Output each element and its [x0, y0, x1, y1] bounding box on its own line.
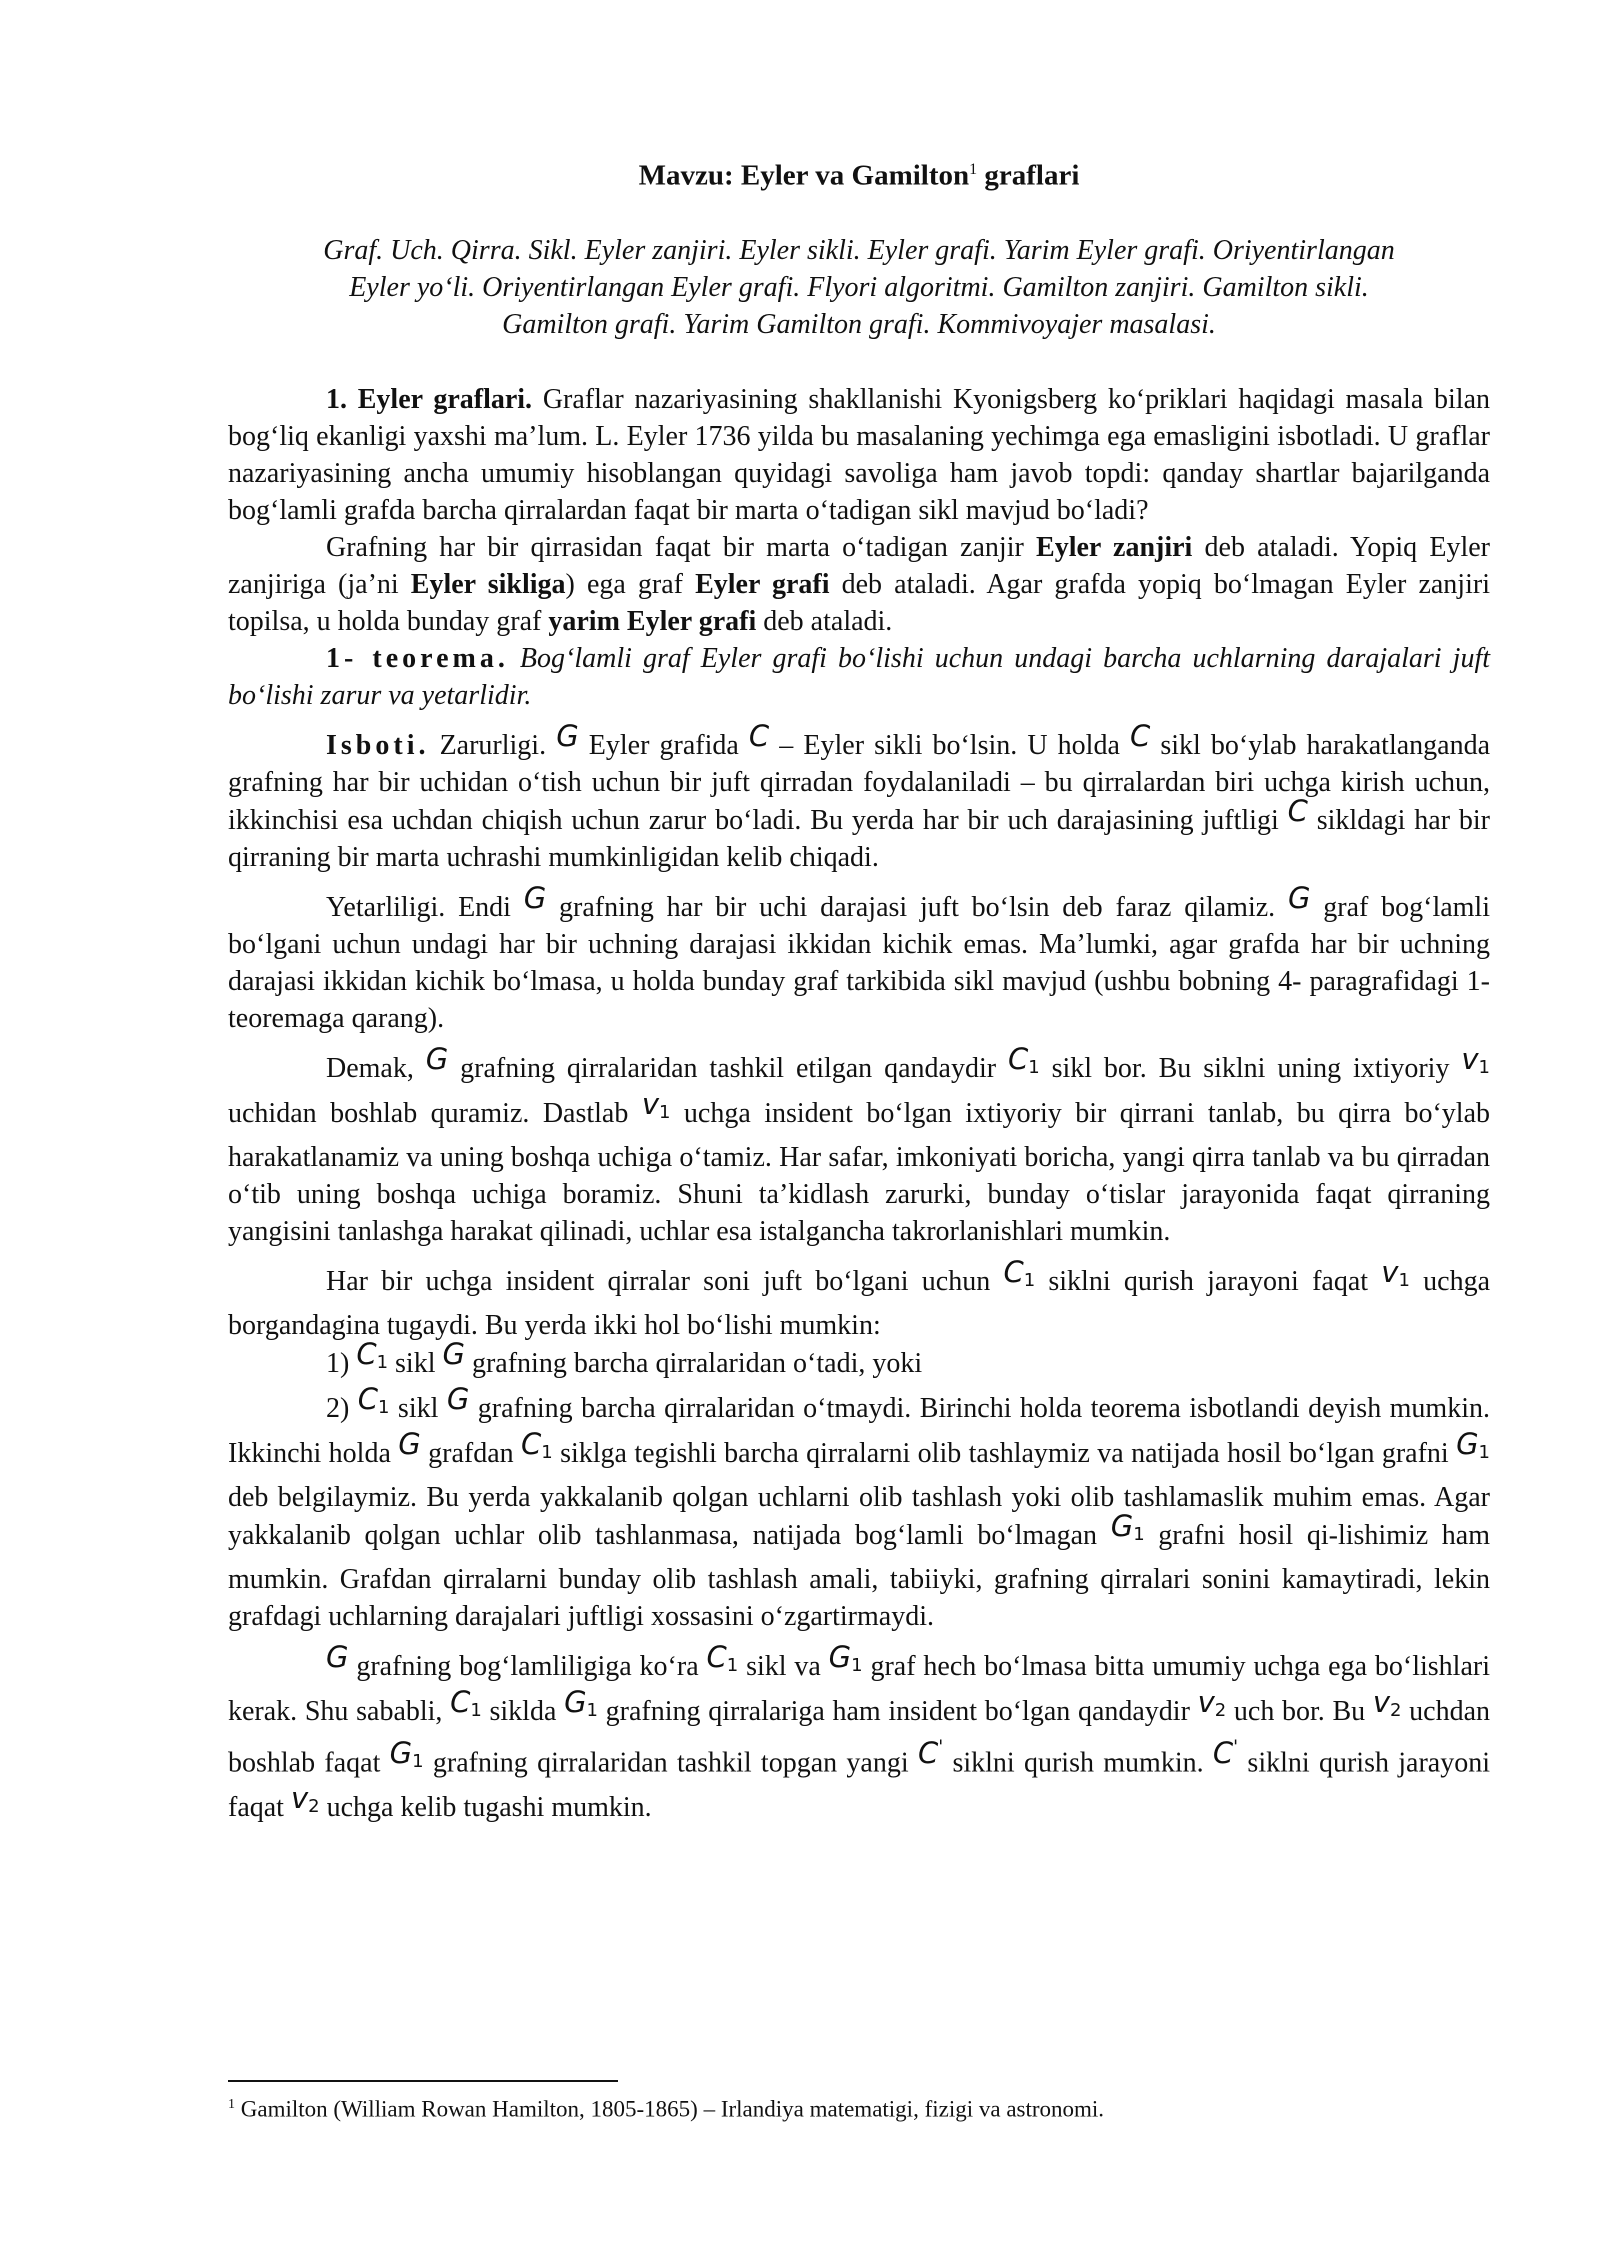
math-symbol: $v_1$ — [1381, 1254, 1410, 1291]
har-paragraph: Har bir uchga insident qirralar soni juft bo‘lgani uchun $C_1$ siklni qurish jarayoni faqat $v_1$ uchga borgandagina tugaydi. Bu yerda ikki hol bo‘lishi mumkin: — [228, 1254, 1491, 1341]
math-symbol: G — [442, 1336, 465, 1371]
math-symbol: $C_1$ — [357, 1381, 390, 1418]
page-title: Mavzu: Eyler va Gamilton$^1$ graflari — [638, 159, 1080, 192]
math-symbol: $v_2$ — [1197, 1684, 1227, 1721]
math-symbol: C — [1287, 793, 1308, 828]
math-symbol: G — [523, 880, 547, 915]
math-symbol: G — [398, 1426, 421, 1461]
keywords-line: Eyler yo‘li. Oriyentirlangan Eyler grafi. Flyori algoritmi. Gamilton zanjiri. Gamilton sikli. — [349, 271, 1369, 303]
footnote: $^1$ Gamilton (William Rowan Hamilton, 1805-1865) – Irlandiya matematigi, fizigi va astronomi. — [228, 2096, 1105, 2122]
math-symbol: G — [556, 718, 579, 753]
last-paragraph: G grafning bog‘lamliligiga ko‘ra $C_1$ sikl va $G_1$ graf hech bo‘lmasa bitta umumiy uchga ega bo‘lishlari kerak. Shu sababli, $C_1$ siklda $G_1$ grafning qirralariga ham insident bo‘lgan qandaydir $v_2$ uch bor. Bu $v_2$ uchdan boshlab faqat $G_1$ grafning qirralaridan tashkil topgan yangi C' siklni qurish mumkin. C' siklni qurish jarayoni faqat $v_2$ uchga kelib tugashi mumkin. — [228, 1639, 1491, 1824]
math-symbol: C — [1130, 718, 1151, 753]
math-symbol: $G_1$ — [828, 1639, 863, 1676]
keywords-line: Gamilton grafi. Yarim Gamilton grafi. Kommivoyajer masalasi. — [502, 308, 1216, 340]
theorem-label: 1- teorema. — [326, 642, 509, 674]
math-symbol: $C_1$ — [1003, 1254, 1036, 1291]
section-1-paragraph: 1. Eyler graflari. Graflar nazariyasining shakllanishi Kyonigsberg ko‘priklari haqidagi masala bilan bog‘liq ekanligi yaxshi ma’lum. L. Eyler 1736 yilda bu masalaning yechimga ega emasligini isbotladi. U graflar nazariyasining ancha umumiy hisoblangan quyidagi savoliga ham javob topdi: qanday shartlar bajarilganda bog‘lamli grafda barcha qirralardan faqat bir marta o‘tadigan sikl mavjud bo‘ladi? — [228, 383, 1490, 526]
math-symbol: C' — [1212, 1736, 1239, 1771]
sufficiency-paragraph: Yetarliligi. Endi G grafning har bir uchi darajasi juft bo‘lsin deb faraz qilamiz. G graf bog‘lamli bo‘lgani uchun undagi har bir uchning darajasi ikkidan kichik emas. Ma’lumki, agar grafda har bir uchning darajasi ikkidan kichik bo‘lmasa, u holda bunday graf tarkibida sikl mavjud (ushbu bobning 4- paragrafidagi 1- teoremaga qarang). — [228, 880, 1490, 1034]
math-symbol: $G_1$ — [389, 1736, 424, 1773]
math-symbol: G — [425, 1041, 449, 1076]
keywords — [228, 232, 1490, 343]
section-heading: 1. Eyler graflari. — [326, 383, 533, 415]
case-1: 1) $C_1$ sikl G grafning barcha qirralaridan o‘tadi, yoki — [326, 1336, 923, 1379]
math-symbol: $C_1$ — [1007, 1041, 1040, 1078]
footnote-divider — [228, 2080, 618, 2082]
math-symbol: $G_1$ — [1110, 1508, 1145, 1545]
math-symbol: $G_1$ — [564, 1684, 598, 1721]
math-symbol: $v_2$ — [290, 1781, 320, 1818]
math-symbol: $C_1$ — [521, 1426, 553, 1463]
math-symbol: $C_1$ — [706, 1639, 739, 1676]
math-symbol: $v_1$ — [1461, 1041, 1490, 1078]
math-symbol: $v_2$ — [1372, 1684, 1402, 1721]
proof-paragraph: Isboti. Zarurligi. G Eyler grafida C – Eyler sikli bo‘lsin. U holda C sikl bo‘ylab harakatlanganda grafning har bir uchidan o‘tish uchun bir juft qirradan foydalaniladi – bu qirralardan biri uchga kirish uchun, ikkinchisi esa uchdan chiqish uchun zarur bo‘ladi. Bu yerda har bir uch darajasining juftligi C sikldagi har bir qirraning bir marta uchrashi mumkinligidan kelib chiqadi. — [228, 718, 1491, 873]
math-symbol: G — [326, 1639, 349, 1674]
proof-label: Isboti. — [326, 729, 430, 761]
math-symbol: $C_1$ — [450, 1684, 482, 1721]
demak-paragraph: Demak, G grafning qirralaridan tashkil etilgan qandaydir $C_1$ sikl bor. Bu siklni uning ixtiyoriy $v_1$ uchidan boshlab quramiz. Dastlab $v_1$ uchga insident bo‘lgan ixtiyoriy bir qirrani tanlab, bu qirra bo‘ylab harakatlanamiz va uning boshqa uchiga o‘tamiz. Har safar, imkoniyati boricha, yangi qirra tanlab va bu qirradan o‘tib uning boshqa uchiga boramiz. Shuni ta’kidlash zarurki, bunday o‘tislar jarayonida faqat qirraning yangisini tanlashga harakat qilinadi, uchlar esa istalgancha takrorlanishlari mumkin. — [228, 1041, 1491, 1247]
case-2: 2) $C_1$ sikl G grafning barcha qirralaridan o‘tmaydi. Birinchi holda teorema isbotlandi deyish mumkin. Ikkinchi holda G grafdan $C_1$ siklga tegishli barcha qirralarni olib tashlaymiz va natijada hosil bo‘lgan grafni $G_1$ deb belgilaymiz. Bu yerda yakkalanib qolgan uchlarni olib tashlash yoki olib tashlamaslik muhim emas. Agar yakkalanib qolgan uchlar olib tashlanmasa, natijada bog‘lamli bo‘lmagan $G_1$ grafni hosil qi-lishimiz ham mumkin. Grafdan qirralarni bunday olib tashlash amali, tabiiyki, grafning qirralari sonini kamaytiradi, lekin grafdagi uchlarning darajalari juftligi xossasini o‘zgartirmaydi. — [228, 1381, 1491, 1632]
math-symbol: G — [446, 1381, 470, 1416]
math-symbol: C — [748, 718, 770, 753]
definition-paragraph: Grafning har bir qirrasidan faqat bir marta o‘tadigan zanjir Eyler zanjiri deb ataladi. Yopiq Eyler zanjiriga (ja’ni Eyler sikliga) ega graf Eyler grafi deb ataladi. Agar grafda yopiq bo‘lmagan Eyler zanjiri topilsa, u holda bunday graf yarim Eyler grafi deb ataladi. — [228, 531, 1491, 637]
theorem-paragraph: 1- teorema. Bog‘lamli graf Eyler grafi bo‘lishi uchun undagi barcha uchlarning darajalari juft bo‘lishi zarur va yetarlidir. — [228, 642, 1491, 711]
math-symbol: G — [1287, 880, 1311, 915]
math-symbol: C' — [917, 1736, 944, 1771]
document-page — [228, 146, 1490, 1833]
math-symbol: $C_1$ — [356, 1336, 389, 1373]
keywords-line: Graf. Uch. Qirra. Sikl. Eyler zanjiri. Eyler sikli. Eyler grafi. Yarim Eyler grafi. Oriyentirlangan — [323, 234, 1395, 266]
footnote-reference: 1 — [969, 161, 978, 178]
math-symbol: $G_1$ — [1456, 1426, 1490, 1463]
math-symbol: $v_1$ — [641, 1086, 671, 1123]
